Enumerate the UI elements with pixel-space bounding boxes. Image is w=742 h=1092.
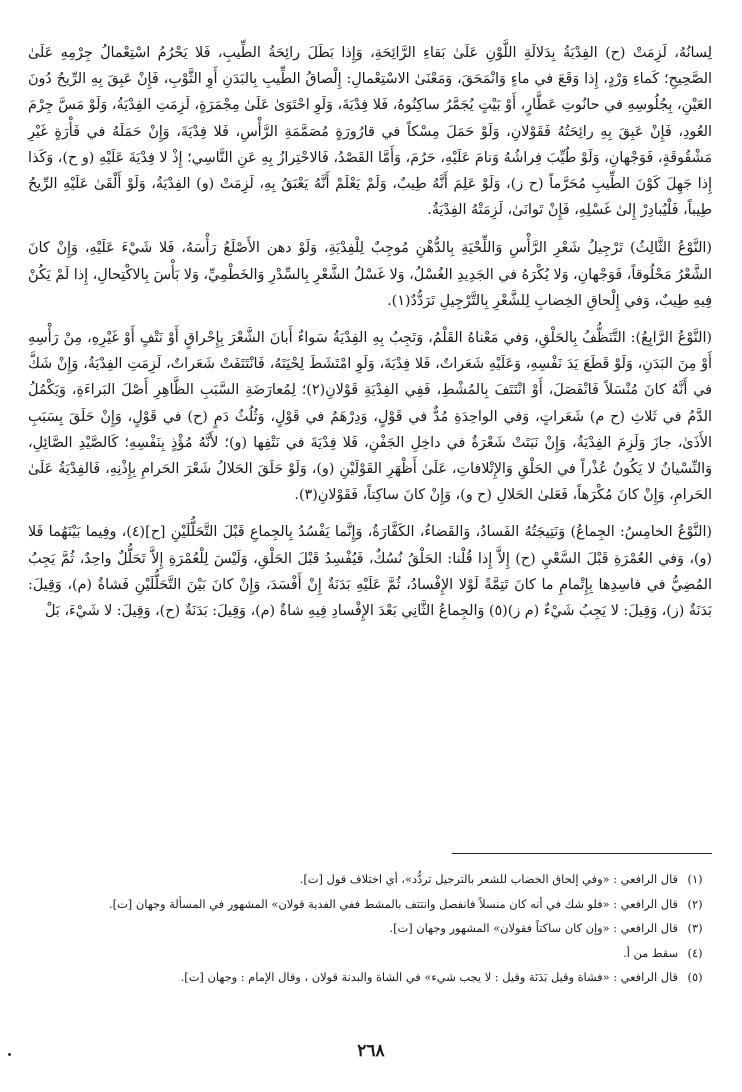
footnote-text: سقط من أ.	[623, 945, 678, 960]
page-number: ٢٦٨	[357, 1041, 385, 1061]
footnote-4	[40, 941, 712, 966]
footnote-text: قال الرافعي : «وإن كان ساكتاً فقولان» المشهور وجهان [ت].	[389, 921, 678, 936]
footnote-separator	[452, 853, 712, 854]
footnote-text: قال الرافعي : «وفي إلحاق الخضاب للشعر بالترجيل تردُّد»، أي اختلاف قول [ت].	[299, 872, 678, 886]
main-text	[28, 40, 712, 635]
footnote-1	[40, 867, 712, 892]
paragraph-1: لِسانُهُ، لَزِمَتْ (ح) الفِدْيَةُ بِدَلالَةِ اللَّوْنِ عَلَىٰ بَقاءِ الرَّائِحَةِ، وَإِذا بَطَلَ رائِحَةُ الطِّيبِ، فَلا يَحْرُمُ اسْتِعْمالُ جِرْمِهِ عَلَىٰ الصَّحِيحِ؛ كَماءِ وَرْدٍ، إِذا وَقَعَ في ماءٍ وَانْمَحَقَ، وَمَعْنَىٰ الاسْتِعْمالِ: إِلْصاقُ الطِّيبِ بِالبَدَنِ أَوِ الثَّوْبِ، فَإِنْ عَبِقَ بِهِ الرِّيحُ دُونَ العَيْنِ، بِجُلُوسِهِ في حانُوتِ عَطَّارٍ، أَوْ بَيْتٍ يُجَمَّرُ ساكِنُوهُ، فَلا فِدْيَةَ، وَلَوِ احْتَوَىٰ عَلَىٰ مِجْمَرَةٍ، لَزِمَتِ الفِدْيَةُ، وَلَوْ مَسَّ جِرْمَ العُودِ، فَإِنْ عَبِقَ بِهِ رائِحَتُهُ فَقَوْلانِ، وَلَوْ حَمَلَ مِسْكاً في قارُورَةٍ مُصَمَّمَةِ الرَّأْسِ، فَلا فِدْيَةَ، وَإِنْ حَمَلَهُ في فَأْرَةٍ غَيْرِ مَشْقُوقَةٍ، فَوَجْهانِ، وَلَوْ طُيِّبَ فِراشُهُ وَنامَ عَلَيْهِ، حَرُمَ، وَأَمَّا القَصْدُ، فَالاحْتِرازُ بِهِ عَنِ النَّاسِي؛ إِذْ لا فِدْيَةَ عَلَيْهِ (و ح)، وَكَذا إِذا جَهِلَ كَوْنَ الطِّيبِ مُحَرَّماً (ح ز)، وَلَوْ عَلِمَ أَنَّهُ طِيبٌ، وَلَمْ يَعْلَمْ أَنَّهُ يَعْبَقُ بِهِ، لَزِمَتْ (و) الفِدْيَةُ، وَلَوْ أَلْقَىٰ عَلَيْهِ الرِّيحُ طِيباً، فَلْيُبادِرْ إِلىٰ غَسْلِهِ، فَإِنْ تَوانَىٰ، لَزِمَتْهُ الفِدْيَةُ.	[28, 45, 712, 219]
footnote-3	[40, 916, 712, 941]
footnote-number: (٥)	[687, 970, 703, 985]
footnotes	[40, 867, 712, 990]
paragraph-2: (النَّوْعُ الثَّالِثُ) تَرْجِيلُ شَعْرِ الرَّأْسِ وَاللِّحْيَةِ بِالدُّهْنِ مُوجِبٌ لِلْفِدْيَةِ، وَلَوْ دهن الأَصْلَعُ رَأْسَهُ، فَلا شَيْءَ عَلَيْهِ، وَإِنْ كانَ الشَّعْرُ مَحْلُوقاً، فَوَجْهانِ، وَلا يُكْرَهُ في الجَدِيدِ الغُسْلُ، وَلا غَسْلُ الشَّعْرِ بِالسِّدْرِ وَالخَطْمِيِّ، وَلا بَأْسَ بِالاكْتِحالِ، إِذا لَمْ يَكُنْ فِيهِ طِيبٌ، وَفي إِلْحاقِ الخِضابِ لِلشَّعْرِ بِالتَّرْجِيلِ تَرَدُّدٌ(١).	[28, 240, 712, 309]
footnote-text: قال الرافعي : «فلو شك في أنه كان منسلاً فانفصل وانتتف بالمشط ففي الفدية قولان» المشهور في المسألة وجهان [ت].	[109, 896, 678, 911]
footnote-5	[40, 965, 712, 990]
footnote-number: (١)	[687, 872, 703, 886]
paragraph-4: (النَّوْعُ الخامِسُ: الجِماعُ) وَنَتِيجَتُهُ الفَسادُ، وَالقَضاءُ، الكَفَّارَةُ، وَإِنَّما يَفْسُدُ بِالجِماعِ قَبْلَ التَّحَلُّلَيْنِ [ح](٤)، وفِيما بَيْنَهُما فَلا (و)، وَفي العُمْرَةِ قَبْلَ السَّعْيِ (ح) إِلاَّ إِذا قُلْنا: الحَلْقُ نُسُكٌ، فَيُفْسِدُ قَبْلَ الحَلْقِ، وَلَيْسَ لِلْعُمْرَةِ إِلاَّ تَحَلُّلٌ واحِدٌ، ثُمَّ يَجِبُ المُضِيُّ في فاسِدِها بِإِتْمامِ ما كانَ تَتِمَّةً لَوْلا الإِفْسادُ، ثُمَّ عَلَيْهِ بَدَنَةٌ إِنْ أَفْسَدَ، وَإِنْ كانَ بَيْنَ التَّحَلُّلَيْنِ فَشاةٌ (م)، وَقِيلَ: بَدَنَةٌ (ز)، وَقِيلَ: لا يَجِبُ شَيْءٌ (م ز)(٥) وَالجِماعُ الثَّانِي بَعْدَ الإِفْسادِ فِيهِ شاةٌ (م)، وَقِيلَ: بَدَنَةٌ (ح)، وَقِيلَ: لا شَيْءَ، بَلْ	[28, 524, 713, 620]
footnote-number: (٤)	[687, 945, 703, 960]
margin-dot	[8, 1053, 11, 1056]
footnote-text: قال الرافعي : «فشاة وقيل بَدَنَة وقيل : لا يجب شيء» في الشاة والبدنة قولان ، وقال الإمام : وجهان [ت].	[180, 970, 678, 985]
footnote-2	[40, 892, 712, 917]
footnote-number: (٣)	[687, 921, 703, 936]
footnote-number: (٢)	[687, 896, 703, 911]
paragraph-3: (النَّوْعُ الرَّابِعُ): التَّنَظُّفُ بِالحَلْقِ، وَفي مَعْناهُ القَلْمُ، وَتَجِبُ بِهِ الفِدْيَةُ سَواءٌ أَبانَ الشَّعْرَ بِإِحْراقٍ أَوْ نَتْفٍ أَوْ غَيْرِهِ، مِنْ رَأْسِهِ أَوْ مِنَ البَدَنِ، وَلَوْ قَطَعَ يَدَ نَفْسِهِ، وَعَلَيْهِ شَعَراتٌ، فَلا فِدْيَةَ، وَلَوِ امْتَشَطَ لِحْيَتَهُ، فَانْتَتَفَتْ شَعَراتٌ، لَزِمَتِ الفِدْيَةُ، وَإِنْ شَكَّ في أَنَّهُ كانَ مُنْسَلاً فَانْفَصَلَ، أَوْ انْتَتَفَ بِالمُشْطِ، فَفِي الفِدْيَةِ قَوْلانِ(٢)؛ لِمُعارَضَةِ السَّبَبِ الظَّاهِرِ أَصْلَ البَراءَةِ، وَيَكْمُلُ الدَّمُ في ثَلاثِ (ح م) شَعَراتٍ، وَفي الواحِدَةِ مُدٌّ في قَوْلٍ، وَدِرْهَمٌ في قَوْلٍ، وَثُلُثُ دَمٍ (ح) في قَوْلٍ، وَإِنْ حَلَقَ بِسَبَبِ الأَذَىٰ، جازَ وَلَزِمَ الفِدْيَةُ، وَإِنْ نَبَتَتْ شَعْرَةٌ في داخِلِ الجَفْنِ، فَلا فِدْيَةَ في نَتْفِها (و)؛ لأَنَّهُ مُؤْذٍ بِنَفْسِهِ؛ كَالصَّيْدِ الصَّائِلِ، وَالنِّسْيانُ لا يَكُونُ عُذْراً في الحَلْقِ وَالإِتْلافاتِ، عَلَىٰ أَظْهَرِ القَوْلَيْنِ (و)، وَلَوْ حَلَقَ الحَلالُ شَعْرَ الحَرامِ بِإِذْنِهِ، فَالفِدْيَةُ عَلَىٰ الحَرامِ، وَإِنْ كانَ مُكْرَهاً، فَعَلىٰ الحَلالِ (ح و)، وَإِنْ كانَ ساكِتاً، فَقَوْلانِ(٣).	[28, 330, 712, 504]
